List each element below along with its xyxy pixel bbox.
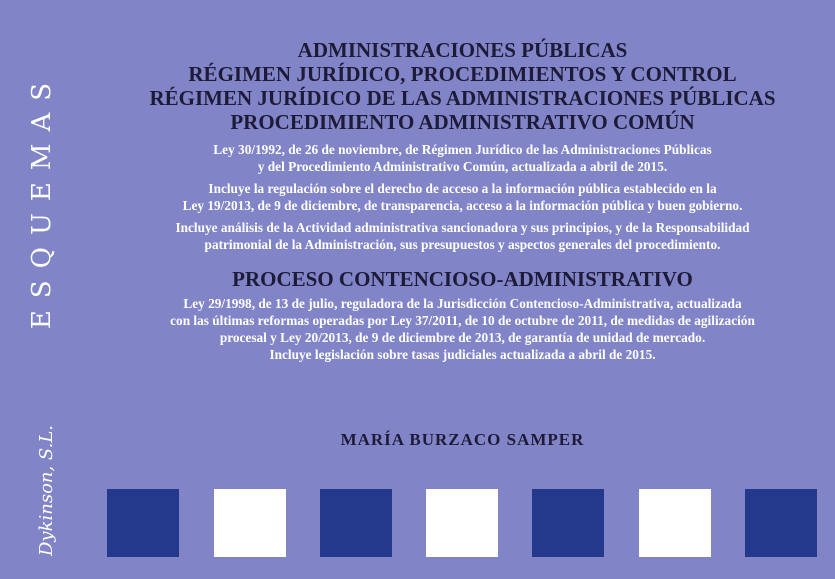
description-paragraph xyxy=(90,219,835,253)
decorative-square-light xyxy=(426,489,498,557)
section-heading: PROCESO CONTENCIOSO-ADMINISTRATIVO xyxy=(232,267,693,291)
series-label-text: ESQUEMAS xyxy=(27,70,57,330)
decorative-square-dark xyxy=(532,489,604,557)
description-line: Incluye la regulación sobre el derecho de acceso a la información pública establecido en la xyxy=(208,181,717,196)
cover-content xyxy=(90,36,835,363)
decorative-square-dark xyxy=(107,489,179,557)
description-line: patrimonial de la Administración, sus presupuestos y aspectos generales del procedimiento. xyxy=(204,237,721,252)
description-line: Incluye análisis de la Actividad administrativa sancionadora y sus principios, y de la Responsabilidad xyxy=(175,220,750,235)
publisher-logo xyxy=(22,420,72,560)
description-paragraph xyxy=(90,141,835,175)
decorative-square-light xyxy=(214,489,286,557)
decorative-squares xyxy=(107,489,817,557)
section-line: con las últimas reformas operadas por Ley 37/2011, de 10 de octubre de 2011, de medidas de agilización xyxy=(170,313,755,328)
section-line: Ley 29/1998, de 13 de julio, reguladora de la Jurisdicción Contencioso-Administrativa, actualizada xyxy=(183,296,742,311)
decorative-square-light xyxy=(639,489,711,557)
description-line: Ley 19/2013, de 9 de diciembre, de transparencia, acceso a la información pública y buen gobierno. xyxy=(182,198,743,213)
section-line: Incluye legislación sobre tasas judiciales actualizada a abril de 2015. xyxy=(269,347,656,362)
series-label xyxy=(12,70,72,330)
section-line: procesal y Ley 20/2013, de 9 de diciembre de 2013, de garantía de unidad de mercado. xyxy=(219,330,706,345)
title-line: RÉGIMEN JURÍDICO DE LAS ADMINISTRACIONES PÚBLICAS xyxy=(149,86,776,110)
section-paragraph xyxy=(90,295,835,363)
title-line: PROCEDIMIENTO ADMINISTRATIVO COMÚN xyxy=(230,110,695,134)
main-title xyxy=(90,38,835,134)
description-line: Ley 30/1992, de 26 de noviembre, de Régimen Jurídico de las Administraciones Públicas xyxy=(213,142,712,157)
title-line: RÉGIMEN JURÍDICO, PROCEDIMIENTOS Y CONTROL xyxy=(188,62,737,86)
decorative-square-dark xyxy=(320,489,392,557)
author-name: MARÍA BURZACO SAMPER xyxy=(340,430,585,449)
title-line: ADMINISTRACIONES PÚBLICAS xyxy=(297,38,628,62)
description-paragraph xyxy=(90,180,835,214)
publisher-name: Dykinson, S.L. xyxy=(36,424,58,556)
decorative-square-dark xyxy=(745,489,817,557)
description-line: y del Procedimiento Administrativo Común, actualizada a abril de 2015. xyxy=(257,159,668,174)
